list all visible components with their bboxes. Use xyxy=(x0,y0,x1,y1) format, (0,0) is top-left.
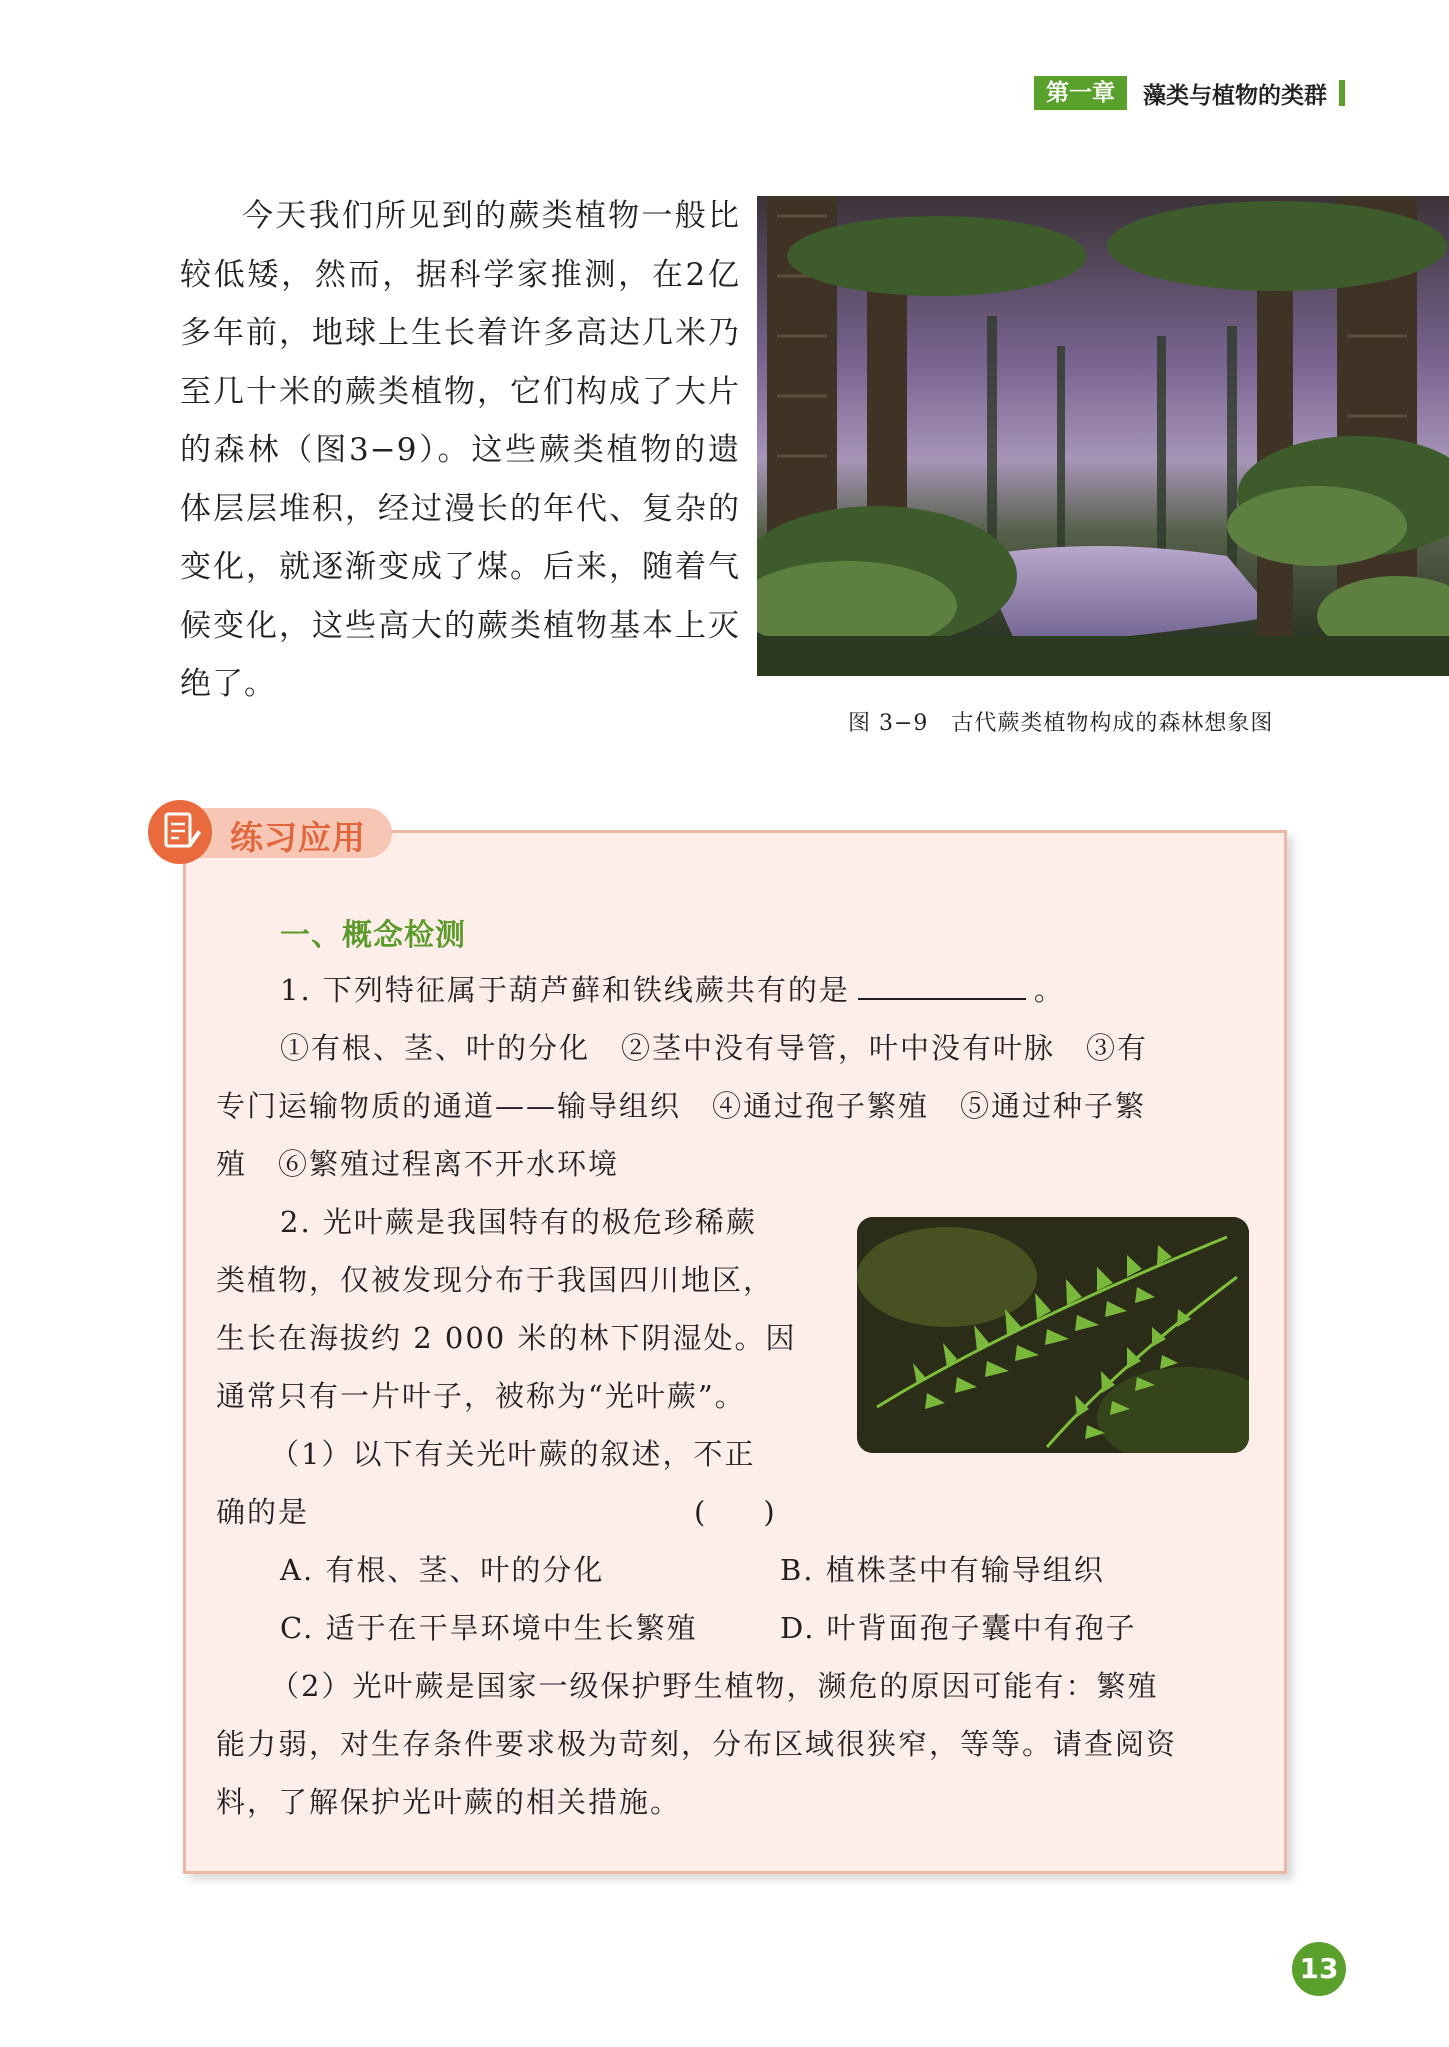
question-1-end: 。 xyxy=(1033,973,1065,1007)
question-1-options-line-3: 殖 ⑥繁殖过程离不开水环境 xyxy=(216,1147,620,1181)
question-2-1-line-1: （1）以下有关光叶蕨的叙述，不正 xyxy=(270,1437,756,1471)
page-number: 13 xyxy=(1292,1942,1346,1996)
fern-leaf-image xyxy=(857,1217,1249,1453)
ancient-fern-forest-image xyxy=(757,196,1449,676)
clipboard-pencil-icon xyxy=(148,800,212,864)
answer-blank[interactable] xyxy=(858,970,1026,1000)
section-heading: 一、概念检测 xyxy=(280,918,466,953)
intro-text: 今天我们所见到的蕨类植物一般比较低矮，然而，据科学家推测，在2亿多年前，地球上生长着许多高达几米乃至几十米的蕨类植物，它们构成了大片的森林（图3−9）。这些蕨类植物的遗体层层堆积，经过漫长的年代、复杂的变化，就逐渐变成了煤。后来，随着气候变化，这些高大的蕨类植物基本上灭绝了。 xyxy=(180,198,740,702)
chapter-tag: 第一章 xyxy=(1034,76,1127,110)
question-2-line-1: 2. 光叶蕨是我国特有的极危珍稀蕨 xyxy=(280,1205,757,1239)
chapter-bar xyxy=(1339,80,1345,106)
question-2-line-3: 生长在海拔约 2 000 米的林下阴湿处。因 xyxy=(216,1321,797,1355)
figure-caption: 图 3−9 古代蕨类植物构成的森林想象图 xyxy=(848,711,1274,736)
exercise-title: 练习应用 xyxy=(230,818,366,857)
option-b: B. 植株茎中有输导组织 xyxy=(780,1553,1105,1587)
question-2-1-line-2: 确的是 xyxy=(216,1495,310,1529)
option-a: A. 有根、茎、叶的分化 xyxy=(280,1553,605,1587)
intro-paragraph xyxy=(180,187,740,714)
option-d: D. 叶背面孢子囊中有孢子 xyxy=(780,1611,1137,1645)
question-1-options-line-1: ①有根、茎、叶的分化 ②茎中没有导管，叶中没有叶脉 ③有 xyxy=(280,1031,1149,1065)
chapter-title: 藻类与植物的类群 xyxy=(1143,82,1327,109)
question-2-2-line-1: （2）光叶蕨是国家一级保护野生植物，濒危的原因可能有：繁殖 xyxy=(270,1669,1159,1703)
option-c: C. 适于在干旱环境中生长繁殖 xyxy=(280,1611,698,1645)
exercise-tab xyxy=(146,800,396,864)
question-1-stem: 1. 下列特征属于葫芦藓和铁线蕨共有的是 xyxy=(280,973,850,1007)
question-1-line xyxy=(280,968,1065,1009)
question-2-line-2: 类植物，仅被发现分布于我国四川地区， xyxy=(216,1263,775,1297)
answer-parentheses[interactable]: ( ) xyxy=(694,1495,775,1529)
question-2-line-4: 通常只有一片叶子，被称为“光叶蕨”。 xyxy=(216,1379,746,1413)
question-2-2-line-3: 料，了解保护光叶蕨的相关措施。 xyxy=(216,1785,682,1819)
chapter-header xyxy=(1034,76,1345,110)
question-1-options-line-2: 专门运输物质的通道——输导组织 ④通过孢子繁殖 ⑤通过种子繁 xyxy=(216,1089,1147,1123)
question-2-2-line-2: 能力弱，对生存条件要求极为苛刻，分布区域很狭窄，等等。请查阅资 xyxy=(216,1727,1178,1761)
